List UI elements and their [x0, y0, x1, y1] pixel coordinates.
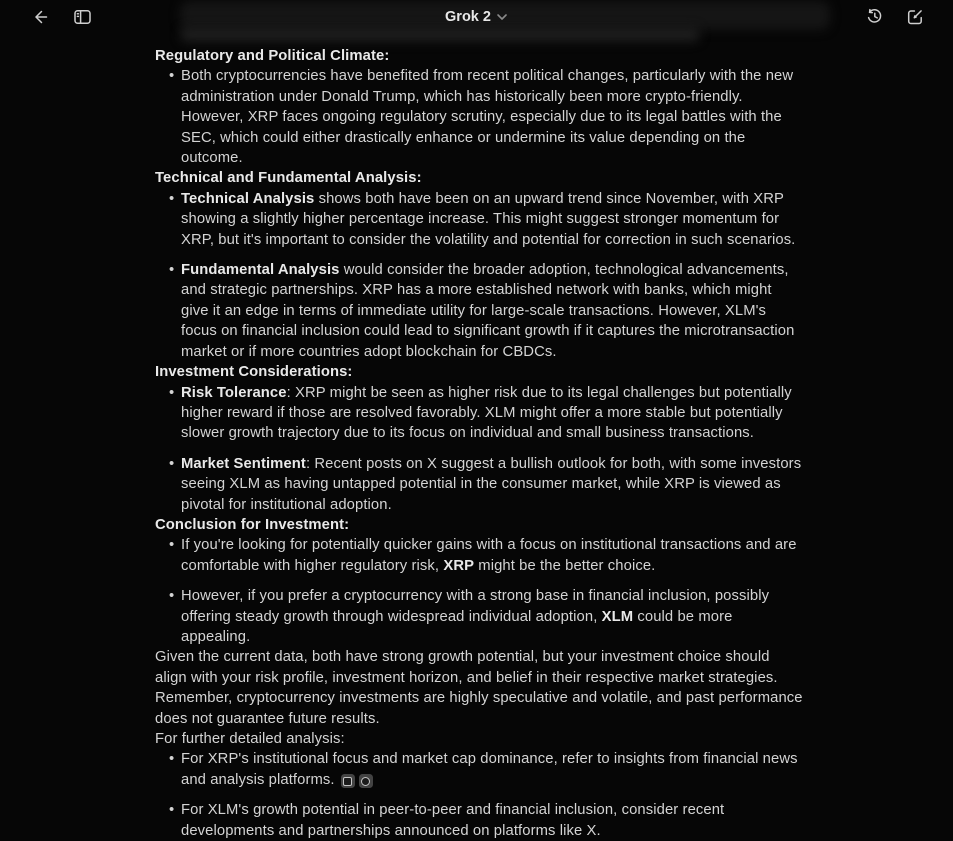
- citation-camera-icon[interactable]: [341, 774, 355, 788]
- new-chat-icon: [906, 8, 924, 31]
- bullet-list: [155, 383, 803, 515]
- list-item: • However, if you prefer a cryptocurrency with a strong base in financial inclusion, possibly offering steady growth through widespread individual adoption, XLM could be more appealing.: [181, 586, 803, 647]
- message-content: [155, 46, 803, 841]
- list-item: • For XRP's institutional focus and market cap dominance, refer to insights from financial news and analysis platforms.: [181, 749, 803, 790]
- section-heading: Technical and Fundamental Analysis:: [155, 170, 422, 187]
- bold-text: Market Sentiment: [181, 455, 306, 472]
- bullet-list: [155, 66, 803, 168]
- bullet-list: [155, 535, 803, 647]
- sidebar-toggle-button[interactable]: [70, 7, 94, 31]
- arrow-left-icon: [31, 8, 49, 31]
- list-item: • Fundamental Analysis would consider the broader adoption, technological advancements, and strategic partnerships. XRP has a more established network with banks, which might give it an edge in terms of immediate utility for large-scale transactions. However, XLM's focus on financial inclusion could lead to significant growth if it captures the microtransaction market or if more countries adopt blockchain for CBDCs.: [181, 260, 803, 362]
- bullet-list: [155, 749, 803, 841]
- top-bar: [0, 0, 953, 38]
- history-button[interactable]: [862, 7, 886, 31]
- section-heading: Regulatory and Political Climate:: [155, 48, 390, 64]
- bold-text: XRP: [443, 557, 475, 574]
- bold-text: Technical Analysis: [181, 190, 315, 207]
- bold-text: Fundamental Analysis: [181, 262, 340, 279]
- section-heading: Investment Considerations:: [155, 364, 353, 381]
- list-item: • Both cryptocurrencies have benefited from recent political changes, particularly with the new administration under Donald Trump, which has historically been more crypto-friendly. However, XRP faces ongoing regulatory scrutiny, especially due to its legal battles with the SEC, which could either drastically enhance or undermine its value depending on the outcome.: [181, 66, 803, 168]
- chevron-down-icon: [497, 8, 508, 26]
- paragraph: For further detailed analysis:: [155, 731, 345, 747]
- model-selector-dropdown[interactable]: [445, 8, 508, 26]
- bold-text: XLM: [601, 608, 634, 625]
- list-item: • Risk Tolerance: XRP might be seen as higher risk due to its legal challenges but potentially higher reward if those are resolved favorably. XLM might offer a more stable but potentially slower growth trajectory due to its focus on individual and small business transactions.: [181, 383, 803, 444]
- section-heading: Conclusion for Investment:: [155, 516, 350, 533]
- list-item: • If you're looking for potentially quicker gains with a focus on institutional transactions and are comfortable with higher regulatory risk, XRP might be the better choice.: [181, 535, 803, 576]
- paragraph: Given the current data, both have strong growth potential, but your investment choice should align with your risk profile, investment horizon, and belief in their respective market strategies. Remember, cryptocurrency investments are highly speculative and volatile, and past performance does not guarantee future results.: [155, 649, 803, 727]
- list-item: • Market Sentiment: Recent posts on X suggest a bullish outlook for both, with some investors seeing XLM as having untapped potential in the consumer market, while XRP is viewed as pivotal for institutional adoption.: [181, 454, 803, 515]
- new-chat-button[interactable]: [903, 7, 927, 31]
- sidebar-toggle-icon: [73, 8, 92, 31]
- bold-text: Risk Tolerance: [181, 384, 287, 401]
- model-name: Grok 2: [445, 9, 491, 25]
- back-button[interactable]: [28, 7, 52, 31]
- list-item: • Technical Analysis shows both have been on an upward trend since November, with XRP showing a slightly higher percentage increase. This might suggest stronger momentum for XRP, but it's important to consider the volatility and potential for correction in such scenarios.: [181, 189, 803, 250]
- citation-globe-icon[interactable]: [359, 774, 373, 788]
- bullet-list: [155, 189, 803, 362]
- list-item: • For XLM's growth potential in peer-to-peer and financial inclusion, consider recent developments and partnerships announced on platforms like X.: [181, 800, 803, 841]
- history-icon: [865, 7, 884, 31]
